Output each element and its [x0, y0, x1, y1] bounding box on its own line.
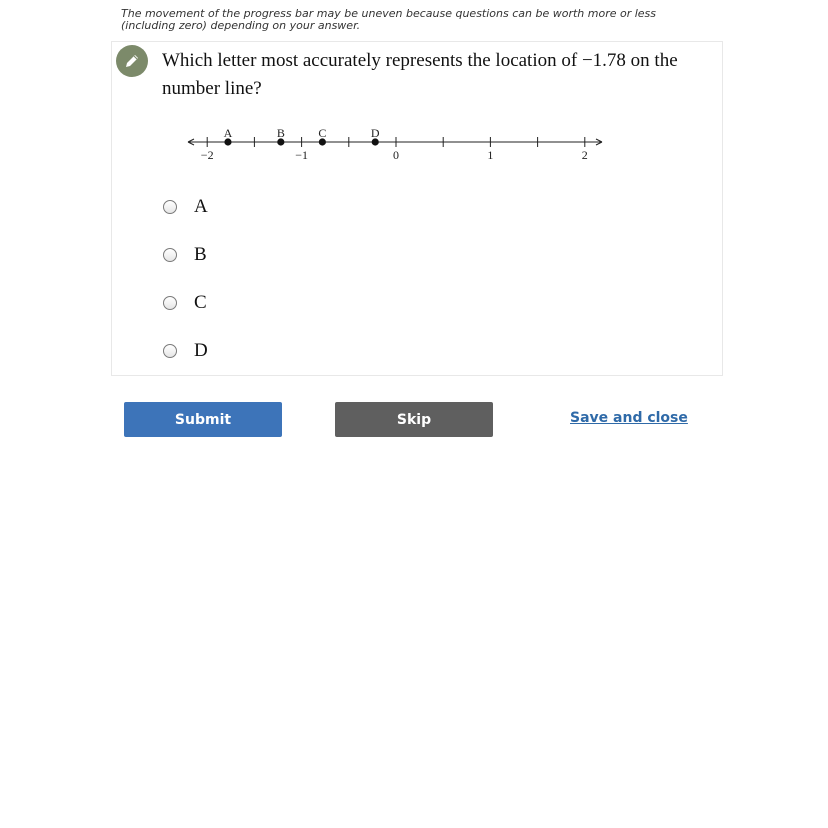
- tick-label: −1: [295, 148, 308, 162]
- radio-d[interactable]: [163, 344, 177, 358]
- point-label-a: A: [223, 126, 233, 140]
- tick-label: −2: [200, 148, 214, 162]
- choice-c[interactable]: [163, 291, 207, 315]
- question-text: [162, 47, 702, 103]
- point-label-c: C: [318, 126, 327, 140]
- skip-button[interactable]: Skip: [335, 402, 493, 437]
- question-value: −1.78: [581, 50, 626, 71]
- choice-d-label: D: [194, 340, 208, 361]
- choice-b[interactable]: [163, 243, 207, 267]
- save-and-close-link[interactable]: Save and close: [570, 410, 688, 426]
- tick-label: 2: [581, 148, 588, 162]
- radio-b[interactable]: [163, 248, 177, 262]
- question-text-after: on the number line?: [162, 50, 678, 99]
- question-text-before: Which letter most accurately represents the location of: [162, 50, 582, 71]
- choice-d[interactable]: [163, 339, 208, 363]
- choice-b-label: B: [194, 244, 207, 265]
- progress-notice: The movement of the progress bar may be uneven because questions can be worth more or less (including zero) depending on your answer.: [121, 7, 657, 32]
- choice-a-label: A: [194, 196, 208, 217]
- point-label-d: D: [370, 126, 380, 140]
- choice-a[interactable]: [163, 195, 208, 219]
- submit-button[interactable]: Submit: [124, 402, 282, 437]
- point-label-b: B: [276, 126, 285, 140]
- tick-label: 1: [487, 148, 494, 162]
- tick-label: 0: [393, 148, 399, 162]
- number-line: [180, 122, 620, 168]
- radio-c[interactable]: [163, 296, 177, 310]
- choice-c-label: C: [194, 292, 207, 313]
- pencil-icon: [116, 45, 148, 77]
- radio-a[interactable]: [163, 200, 177, 214]
